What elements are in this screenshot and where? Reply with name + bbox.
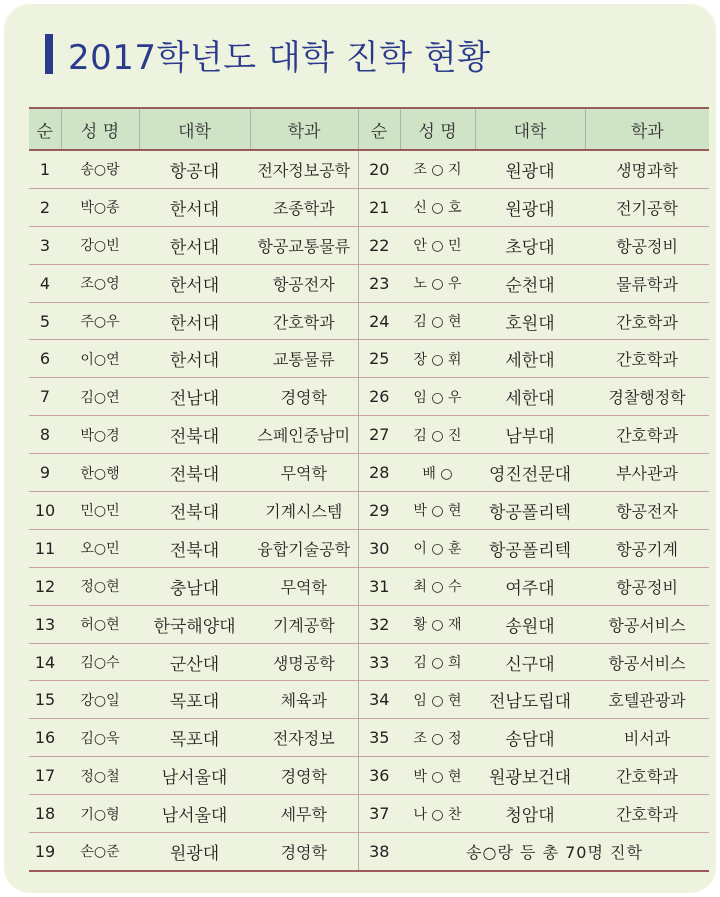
student-name: 배 ○ bbox=[400, 454, 475, 492]
department: 간호학과 bbox=[250, 302, 358, 340]
university: 세한대 bbox=[475, 340, 585, 378]
row-number: 31 bbox=[358, 567, 400, 605]
row-number: 13 bbox=[29, 605, 61, 643]
row-number: 30 bbox=[358, 529, 400, 567]
university: 송담대 bbox=[475, 719, 585, 757]
department: 항공전자 bbox=[585, 492, 709, 530]
row-number: 6 bbox=[29, 340, 61, 378]
department: 기계시스템 bbox=[250, 492, 358, 530]
student-name: 한○행 bbox=[61, 454, 139, 492]
student-name: 강○빈 bbox=[61, 226, 139, 264]
department: 물류학과 bbox=[585, 264, 709, 302]
row-number: 21 bbox=[358, 188, 400, 226]
department: 조종학과 bbox=[250, 188, 358, 226]
department: 전기공학 bbox=[585, 188, 709, 226]
department: 스페인중남미 bbox=[250, 416, 358, 454]
department: 간호학과 bbox=[585, 757, 709, 795]
student-name: 노 ○ 우 bbox=[400, 264, 475, 302]
student-name: 정○현 bbox=[61, 567, 139, 605]
student-name: 황 ○ 재 bbox=[400, 605, 475, 643]
department: 세무학 bbox=[250, 795, 358, 833]
table-row bbox=[29, 264, 709, 302]
row-number: 18 bbox=[29, 795, 61, 833]
row-number: 29 bbox=[358, 492, 400, 530]
university: 한서대 bbox=[139, 264, 250, 302]
university: 전북대 bbox=[139, 492, 250, 530]
department: 항공전자 bbox=[250, 264, 358, 302]
row-number: 5 bbox=[29, 302, 61, 340]
department: 전자정보 bbox=[250, 719, 358, 757]
row-number: 11 bbox=[29, 529, 61, 567]
header-no: 순 bbox=[358, 108, 400, 150]
table-row bbox=[29, 719, 709, 757]
header-dept: 학과 bbox=[250, 108, 358, 150]
row-number: 7 bbox=[29, 378, 61, 416]
department: 간호학과 bbox=[585, 416, 709, 454]
row-number: 22 bbox=[358, 226, 400, 264]
student-name: 최 ○ 수 bbox=[400, 567, 475, 605]
table-row bbox=[29, 567, 709, 605]
row-number: 28 bbox=[358, 454, 400, 492]
university: 항공폴리텍 bbox=[475, 492, 585, 530]
student-name: 박○종 bbox=[61, 188, 139, 226]
university: 송원대 bbox=[475, 605, 585, 643]
row-number: 34 bbox=[358, 681, 400, 719]
table-row bbox=[29, 681, 709, 719]
university: 여주대 bbox=[475, 567, 585, 605]
header-univ: 대학 bbox=[475, 108, 585, 150]
university: 원광보건대 bbox=[475, 757, 585, 795]
row-number: 10 bbox=[29, 492, 61, 530]
department: 교통물류 bbox=[250, 340, 358, 378]
department: 경찰행정학 bbox=[585, 378, 709, 416]
student-name: 조○영 bbox=[61, 264, 139, 302]
department: 체육과 bbox=[250, 681, 358, 719]
university: 목포대 bbox=[139, 719, 250, 757]
header-univ: 대학 bbox=[139, 108, 250, 150]
student-name: 김○욱 bbox=[61, 719, 139, 757]
table-row bbox=[29, 416, 709, 454]
university: 전북대 bbox=[139, 416, 250, 454]
university: 전남대 bbox=[139, 378, 250, 416]
student-name: 오○민 bbox=[61, 529, 139, 567]
department: 항공서비스 bbox=[585, 605, 709, 643]
university: 영진전문대 bbox=[475, 454, 585, 492]
row-number: 3 bbox=[29, 226, 61, 264]
department: 경영학 bbox=[250, 757, 358, 795]
university: 초당대 bbox=[475, 226, 585, 264]
row-number: 23 bbox=[358, 264, 400, 302]
department: 융합기술공학 bbox=[250, 529, 358, 567]
department: 간호학과 bbox=[585, 795, 709, 833]
table-row bbox=[29, 188, 709, 226]
university: 남부대 bbox=[475, 416, 585, 454]
department: 기계공학 bbox=[250, 605, 358, 643]
student-name: 허○현 bbox=[61, 605, 139, 643]
table-row bbox=[29, 492, 709, 530]
table-row bbox=[29, 757, 709, 795]
row-number: 1 bbox=[29, 150, 61, 188]
row-number: 25 bbox=[358, 340, 400, 378]
student-name: 김○수 bbox=[61, 643, 139, 681]
row-number: 2 bbox=[29, 188, 61, 226]
university: 충남대 bbox=[139, 567, 250, 605]
student-name: 조 ○ 정 bbox=[400, 719, 475, 757]
header-no: 순 bbox=[29, 108, 61, 150]
department: 호텔관광과 bbox=[585, 681, 709, 719]
row-number: 15 bbox=[29, 681, 61, 719]
university: 목포대 bbox=[139, 681, 250, 719]
department: 간호학과 bbox=[585, 302, 709, 340]
row-number: 35 bbox=[358, 719, 400, 757]
department: 비서과 bbox=[585, 719, 709, 757]
student-name: 박 ○ 현 bbox=[400, 757, 475, 795]
student-name: 신 ○ 호 bbox=[400, 188, 475, 226]
row-number: 33 bbox=[358, 643, 400, 681]
university: 순천대 bbox=[475, 264, 585, 302]
university: 항공대 bbox=[139, 150, 250, 188]
row-number: 20 bbox=[358, 150, 400, 188]
department: 항공기계 bbox=[585, 529, 709, 567]
department: 부사관과 bbox=[585, 454, 709, 492]
university: 한서대 bbox=[139, 302, 250, 340]
row-number: 24 bbox=[358, 302, 400, 340]
row-number: 36 bbox=[358, 757, 400, 795]
table-row bbox=[29, 454, 709, 492]
university: 전남도립대 bbox=[475, 681, 585, 719]
row-number: 19 bbox=[29, 833, 61, 871]
university: 원광대 bbox=[139, 833, 250, 871]
student-name: 김○연 bbox=[61, 378, 139, 416]
student-name: 이 ○ 훈 bbox=[400, 529, 475, 567]
department: 무역학 bbox=[250, 454, 358, 492]
university: 원광대 bbox=[475, 150, 585, 188]
table-row bbox=[29, 529, 709, 567]
department: 무역학 bbox=[250, 567, 358, 605]
header-name: 성 명 bbox=[61, 108, 139, 150]
row-number: 14 bbox=[29, 643, 61, 681]
department: 경영학 bbox=[250, 378, 358, 416]
table-row bbox=[29, 302, 709, 340]
row-number: 26 bbox=[358, 378, 400, 416]
row-number: 8 bbox=[29, 416, 61, 454]
row-number: 32 bbox=[358, 605, 400, 643]
university: 청암대 bbox=[475, 795, 585, 833]
table-row bbox=[29, 643, 709, 681]
department: 경영학 bbox=[250, 833, 358, 871]
page-title: 2017학년도 대학 진학 현황 bbox=[68, 38, 491, 78]
university: 한서대 bbox=[139, 188, 250, 226]
table-row bbox=[29, 605, 709, 643]
department: 항공서비스 bbox=[585, 643, 709, 681]
row-number: 27 bbox=[358, 416, 400, 454]
student-name: 나 ○ 찬 bbox=[400, 795, 475, 833]
department: 생명과학 bbox=[585, 150, 709, 188]
admissions-table bbox=[29, 107, 709, 872]
student-name: 조 ○ 지 bbox=[400, 150, 475, 188]
university: 전북대 bbox=[139, 529, 250, 567]
university: 세한대 bbox=[475, 378, 585, 416]
row-number: 12 bbox=[29, 567, 61, 605]
header-name: 성 명 bbox=[400, 108, 475, 150]
department: 간호학과 bbox=[585, 340, 709, 378]
student-name: 강○일 bbox=[61, 681, 139, 719]
table-row bbox=[29, 795, 709, 833]
student-name: 장 ○ 휘 bbox=[400, 340, 475, 378]
row-number: 37 bbox=[358, 795, 400, 833]
university: 전북대 bbox=[139, 454, 250, 492]
student-name: 기○형 bbox=[61, 795, 139, 833]
student-name: 손○준 bbox=[61, 833, 139, 871]
table-header-row bbox=[29, 108, 709, 150]
university: 남서울대 bbox=[139, 757, 250, 795]
department: 항공교통물류 bbox=[250, 226, 358, 264]
student-name: 박 ○ 현 bbox=[400, 492, 475, 530]
university: 신구대 bbox=[475, 643, 585, 681]
table-row bbox=[29, 378, 709, 416]
university: 원광대 bbox=[475, 188, 585, 226]
student-name: 임 ○ 현 bbox=[400, 681, 475, 719]
table-row bbox=[29, 226, 709, 264]
table-row bbox=[29, 833, 709, 871]
student-name: 송○랑 bbox=[61, 150, 139, 188]
header-dept: 학과 bbox=[585, 108, 709, 150]
summary-text: 송○랑 등 총 70명 진학 bbox=[400, 833, 709, 871]
row-number: 17 bbox=[29, 757, 61, 795]
student-name: 주○우 bbox=[61, 302, 139, 340]
row-number: 38 bbox=[358, 833, 400, 871]
student-name: 안 ○ 민 bbox=[400, 226, 475, 264]
department: 항공정비 bbox=[585, 567, 709, 605]
student-name: 김 ○ 희 bbox=[400, 643, 475, 681]
university: 남서울대 bbox=[139, 795, 250, 833]
department: 항공정비 bbox=[585, 226, 709, 264]
table-row bbox=[29, 340, 709, 378]
department: 생명공학 bbox=[250, 643, 358, 681]
row-number: 4 bbox=[29, 264, 61, 302]
table-row bbox=[29, 150, 709, 188]
university: 한서대 bbox=[139, 340, 250, 378]
university: 호원대 bbox=[475, 302, 585, 340]
student-name: 박○경 bbox=[61, 416, 139, 454]
student-name: 정○철 bbox=[61, 757, 139, 795]
university: 한서대 bbox=[139, 226, 250, 264]
title-accent-bar bbox=[45, 34, 53, 74]
row-number: 16 bbox=[29, 719, 61, 757]
university: 한국해양대 bbox=[139, 605, 250, 643]
student-name: 민○민 bbox=[61, 492, 139, 530]
student-name: 김 ○ 현 bbox=[400, 302, 475, 340]
student-name: 이○연 bbox=[61, 340, 139, 378]
university: 항공폴리텍 bbox=[475, 529, 585, 567]
student-name: 임 ○ 우 bbox=[400, 378, 475, 416]
row-number: 9 bbox=[29, 454, 61, 492]
department: 전자정보공학 bbox=[250, 150, 358, 188]
university: 군산대 bbox=[139, 643, 250, 681]
student-name: 김 ○ 진 bbox=[400, 416, 475, 454]
